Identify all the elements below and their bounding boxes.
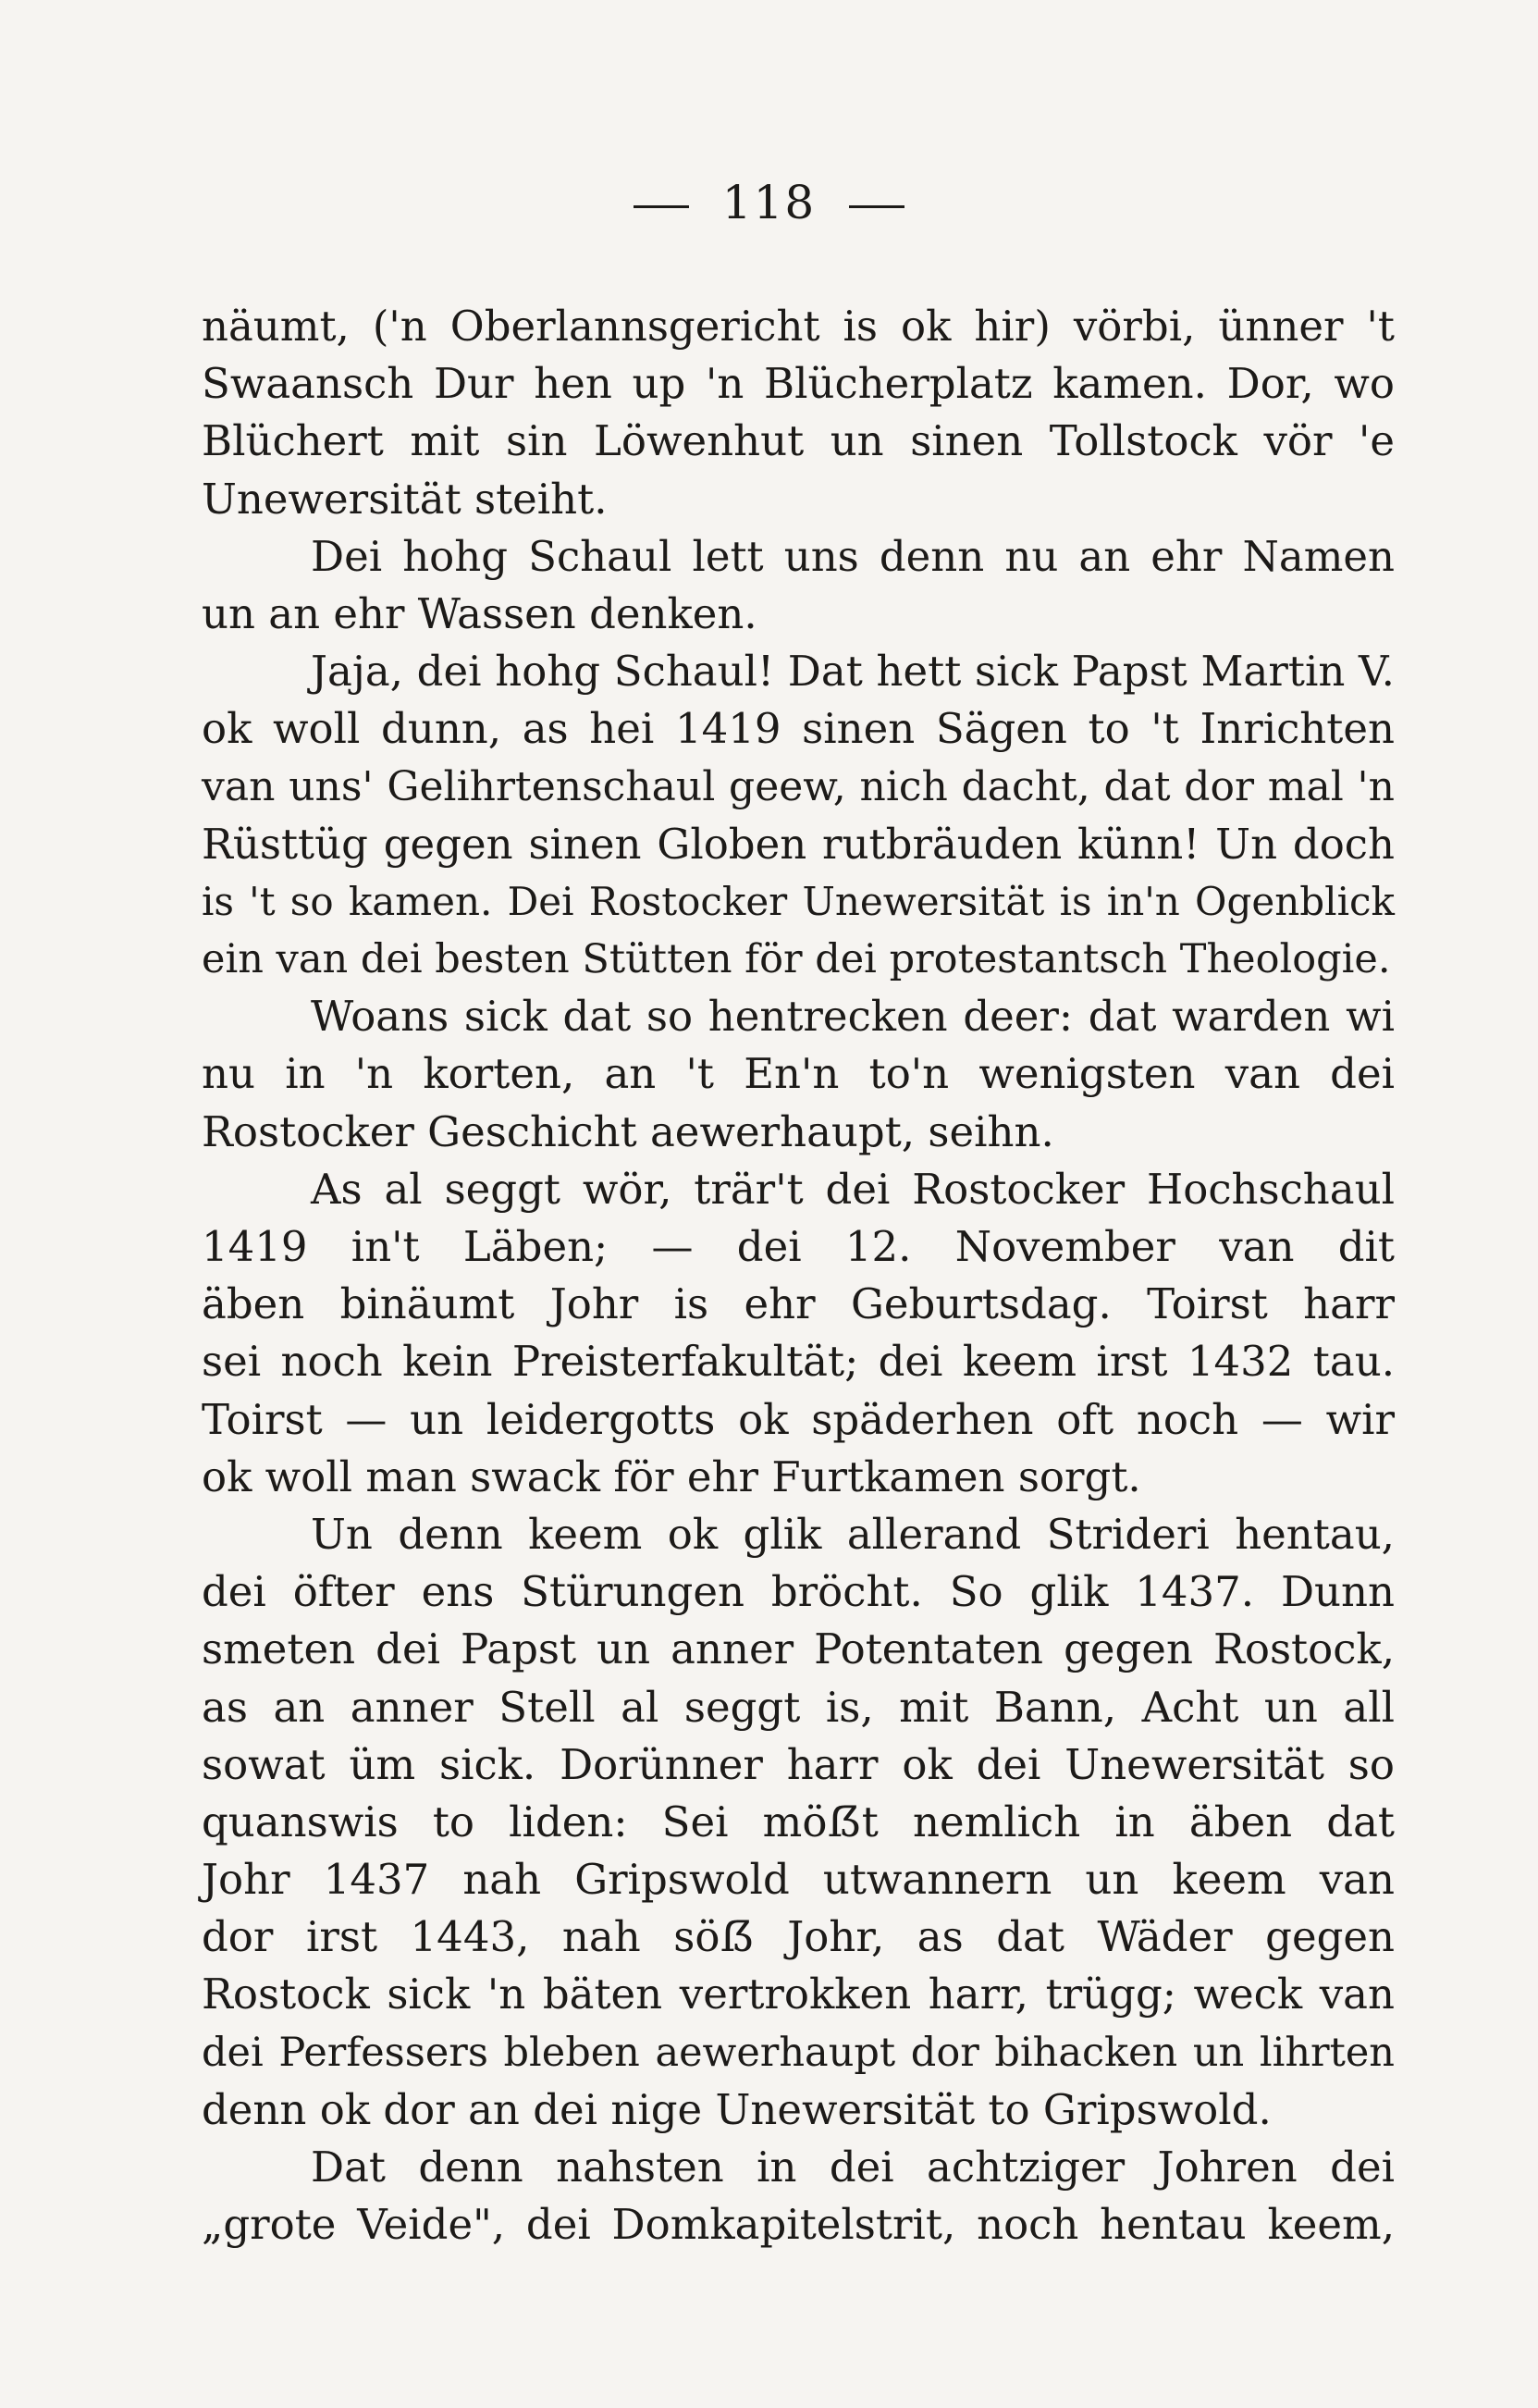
- text-line: ein van dei besten Stütten för dei protestantsch Theologie.: [202, 936, 1391, 983]
- text-line: un an ehr Wassen denken.: [202, 588, 757, 638]
- text-line: Rüsttüg gegen sinen Globen rutbräuden künn! Un doch: [202, 819, 1395, 869]
- text-line: Rostock sick 'n bäten vertrokken harr, trügg; weck van: [202, 1970, 1395, 2019]
- text-line: näumt, ('n Oberlannsgericht is ok hir) vörbi, ünner 't: [202, 302, 1395, 351]
- text-line: sowat üm sick. Dorünner harr ok dei Unewersität so: [202, 1739, 1395, 1789]
- text-line: As al seggt wör, trär't dei Rostocker Hochschaul: [311, 1164, 1395, 1214]
- text-line: as an anner Stell al seggt is, mit Bann, Acht un all: [202, 1682, 1395, 1732]
- text-line: Blüchert mit sin Löwenhut un sinen Tollstock vör 'e: [202, 416, 1395, 466]
- text-line: smeten dei Papst un anner Potentaten gegen Rostock,: [202, 1624, 1395, 1674]
- body-text: [202, 298, 1395, 2254]
- text-line: dei öfter ens Stürungen bröcht. So glik 1437. Dunn: [202, 1567, 1395, 1617]
- text-line: denn ok dor an dei nige Unewersität to Gripswold.: [202, 2084, 1272, 2134]
- right-dash: [849, 205, 904, 208]
- text-line: äben binäumt Johr is ehr Geburtsdag. Toirst harr: [202, 1279, 1395, 1329]
- text-line: nu in 'n korten, an 't En'n to'n wenigsten van dei: [202, 1049, 1395, 1099]
- text-line: Swaansch Dur hen up 'n Blücherplatz kamen. Dor, wo: [202, 359, 1395, 409]
- text-line: Dei hohg Schaul lett uns denn nu an ehr Namen: [311, 531, 1395, 581]
- text-line: Woans sick dat so hentrecken deer: dat warden wi: [311, 992, 1395, 1042]
- text-line: Un denn keem ok glik allerand Strideri hentau,: [311, 1509, 1395, 1559]
- text-line: quanswis to liden: Sei möẞt nemlich in äben dat: [202, 1797, 1395, 1846]
- text-line: „grote Veide", dei Domkapitelstrit, noch hentau keem,: [202, 2200, 1395, 2250]
- text-line: Unewersität steiht.: [202, 474, 608, 524]
- left-dash: [634, 205, 689, 208]
- text-line: is 't so kamen. Dei Rostocker Unewersität is in'n Ogenblick: [202, 878, 1395, 924]
- text-line: sei noch kein Preisterfakultät; dei keem irst 1432 tau.: [202, 1337, 1395, 1387]
- text-line: dor irst 1443, nah söẞ Johr, as dat Wäder gegen: [202, 1912, 1395, 1962]
- text-line: Dat denn nahsten in dei achtziger Johren dei: [311, 2143, 1395, 2192]
- text-line: van uns' Gelihrtenschaul geew, nich dacht, dat dor mal 'n: [202, 762, 1395, 810]
- text-line: Johr 1437 nah Gripswold utwannern un keem van: [202, 1855, 1395, 1905]
- text-line: ok woll man swack för ehr Furtkamen sorgt.: [202, 1451, 1141, 1501]
- text-line: Rostocker Geschicht aewerhaupt, seihn.: [202, 1106, 1054, 1156]
- text-line: Jaja, dei hohg Schaul! Dat hett sick Papst Martin V.: [311, 647, 1395, 697]
- text-line: Toirst — un leidergotts ok späderhen oft noch — wir: [202, 1394, 1395, 1444]
- text-line: ok woll dunn, as hei 1419 sinen Sägen to 't Inrichten: [202, 704, 1395, 754]
- text-line: 1419 in't Läben; — dei 12. November van dit: [202, 1222, 1395, 1271]
- page-header: [0, 176, 1538, 229]
- page-number: 118: [721, 176, 817, 229]
- text-line: dei Perfessers bleben aewerhaupt dor bihacken un lihrten: [202, 2029, 1395, 2076]
